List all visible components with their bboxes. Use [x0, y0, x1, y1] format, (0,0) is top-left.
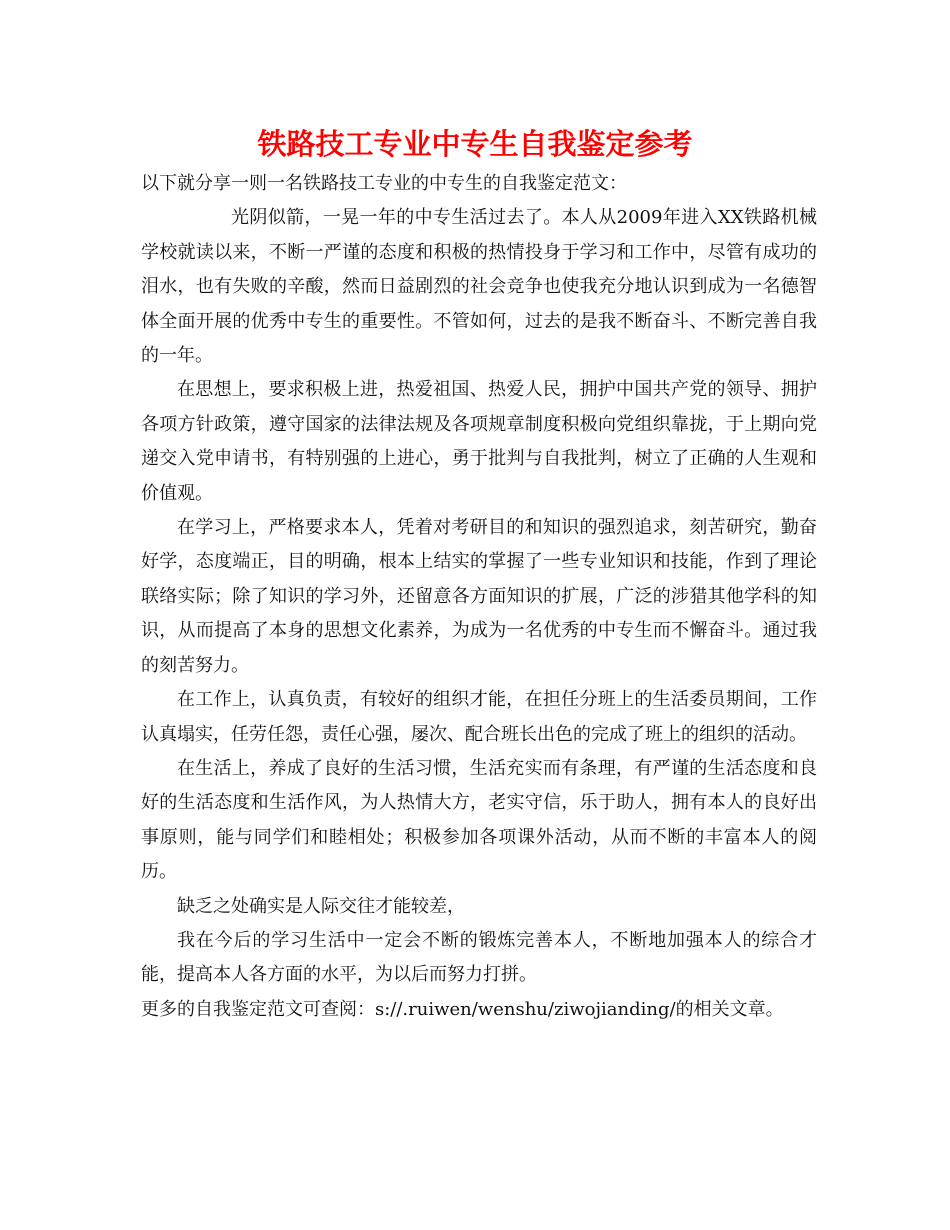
paragraph-future: 我在今后的学习生活中一定会不断的锻炼完善本人，不断地加强本人的综合才能，提高本人各方面的水平，为以后而努力打拼。 — [141, 929, 817, 986]
document-title: 铁路技工专业中专生自我鉴定参考 — [257, 127, 693, 161]
intro-line: 以下就分享一则一名铁路技工专业的中专生的自我鉴定范文： — [141, 173, 627, 194]
paragraph-work: 在工作上，认真负责，有较好的组织才能，在担任分班上的生活委员期间，工作认真塌实，任劳任怨，责任心强，屡次、配合班长出色的完成了班上的组织的活动。 — [141, 689, 817, 745]
paragraph-thought: 在思想上，要求积极上进，热爱祖国、热爱人民，拥护中国共产党的领导、拥护各项方针政策，遵守国家的法律法规及各项规章制度积极向党组织靠拢，于上期向党递交入党申请书，有特别强的上进心，勇于批判与自我批判，树立了正确的人生观和价值观。 — [141, 379, 817, 504]
paragraph-opening: 光阴似箭，一晃一年的中专生活过去了。本人从2009年进入XX铁路机械学校就读以来，不断一严谨的态度和积极的热情投身于学习和工作中，尽管有成功的泪水，也有失败的辛酸，然而日益剧烈的社会竞争也使我充分地认识到成为一名德智体全面开展的优秀中专生的重要性。不管如何，过去的是我不断奋斗、不断完善自我的一年。 — [141, 207, 817, 367]
document-body — [141, 167, 817, 1027]
footer-line: 更多的自我鉴定范文可查阅：s://.ruiwen/wenshu/ziwojianding/的相关文章。 — [141, 998, 784, 1020]
paragraph-life: 在生活上，养成了良好的生活习惯，生活充实而有条理，有严谨的生活态度和良好的生活态度和生活作风，为人热情大方，老实守信，乐于助人，拥有本人的良好出事原则，能与同学们和睦相处；积极参加各项课外活动，从而不断的丰富本人的阅历。 — [141, 757, 817, 883]
paragraph-shortcoming: 缺乏之处确实是人际交往才能较差， — [177, 895, 465, 917]
paragraph-study: 在学习上，严格要求本人，凭着对考研目的和知识的强烈追求，刻苦研究，勤奋好学，态度端正，目的明确，根本上结实的掌握了一些专业知识和技能，作到了理论联络实际；除了知识的学习外，还留意各方面知识的扩展，广泛的涉猎其他学科的知识，从而提高了本身的思想文化素养，为成为一名优秀的中专生而不懈奋斗。通过我的刻苦努力。 — [141, 517, 817, 676]
